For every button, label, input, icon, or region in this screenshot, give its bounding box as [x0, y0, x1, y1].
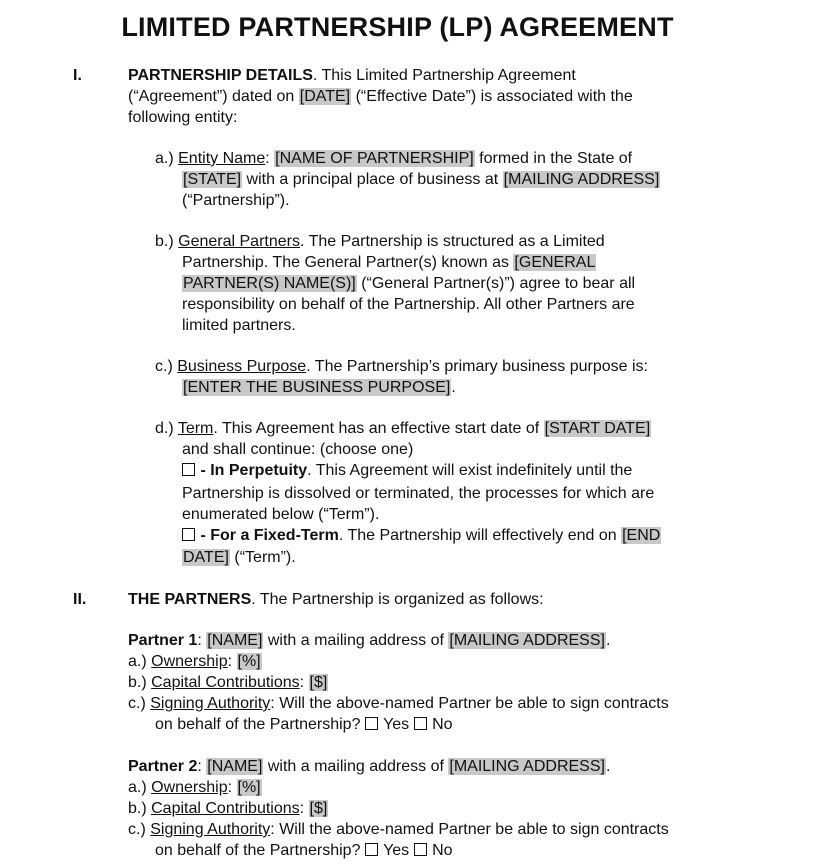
partner-2-signing-line-2: [155, 841, 453, 861]
text: .: [451, 379, 456, 396]
item-marker: c.): [128, 695, 151, 712]
text: with a principal place of business at: [242, 171, 503, 188]
text: on behalf of the Partnership?: [155, 716, 365, 733]
text: (“Agreement”) dated on: [128, 88, 299, 105]
text: : Will the above-named Partner be able to sign contracts: [270, 821, 669, 838]
ownership-label: Ownership: [151, 653, 228, 670]
text: with a mailing address of: [263, 758, 449, 775]
term-option-perpetuity-line-2: Partnership is dissolved or terminated, the processes for which are: [182, 485, 655, 502]
entity-name-label: Entity Name: [178, 150, 266, 167]
item-c-line-2: [182, 378, 456, 398]
partner-name-placeholder[interactable]: [NAME]: [207, 632, 263, 649]
text: .: [605, 758, 611, 775]
item-marker: c.): [128, 821, 151, 838]
partner-1-signing-line-2: [155, 715, 453, 735]
capital-contributions-label: Capital Contributions: [151, 674, 300, 691]
item-marker: b.): [128, 800, 152, 817]
ownership-placeholder[interactable]: [%]: [237, 653, 261, 670]
start-date-placeholder[interactable]: [START DATE]: [544, 420, 651, 437]
section-1-heading: PARTNERSHIP DETAILS: [128, 67, 313, 84]
partner-label: Partner 2: [128, 758, 198, 775]
partner-2-ownership: [128, 778, 262, 798]
text: :: [197, 632, 207, 649]
fixed-term-checkbox[interactable]: [182, 528, 195, 541]
text: . The Partnership will effectively end on: [338, 527, 622, 544]
item-d-line-2: and shall continue: (choose one): [182, 441, 414, 458]
item-marker: a.): [155, 150, 179, 167]
partner-1-header: [128, 631, 610, 651]
partnership-name-placeholder[interactable]: [NAME OF PARTNERSHIP]: [275, 150, 474, 167]
no-label: No: [427, 716, 453, 733]
text: :: [299, 800, 309, 817]
item-b-line-4: responsibility on behalf of the Partnership. All other Partners are: [182, 296, 635, 313]
text: :: [227, 779, 237, 796]
text: formed in the State of: [474, 150, 633, 167]
text: : Will the above-named Partner be able to sign contracts: [270, 695, 669, 712]
mailing-address-placeholder[interactable]: [MAILING ADDRESS]: [503, 171, 660, 188]
ownership-placeholder[interactable]: [%]: [237, 779, 261, 796]
fixed-term-label: - For a Fixed-Term: [196, 527, 339, 544]
text: . The Partnership’s primary business purpose is:: [306, 358, 648, 375]
yes-label: Yes: [378, 716, 414, 733]
partner-label: Partner 1: [128, 632, 198, 649]
partner-2-header: [128, 757, 610, 777]
capital-placeholder[interactable]: [$]: [309, 674, 328, 691]
text: :: [227, 653, 237, 670]
no-checkbox[interactable]: [414, 843, 427, 856]
text: on behalf of the Partnership?: [155, 842, 365, 859]
text: (“Effective Date”) is associated with the: [351, 88, 633, 105]
item-marker: b.): [128, 674, 152, 691]
no-checkbox[interactable]: [414, 717, 427, 730]
ownership-label: Ownership: [151, 779, 228, 796]
yes-checkbox[interactable]: [365, 717, 378, 730]
capital-placeholder[interactable]: [$]: [309, 800, 328, 817]
document-title: LIMITED PARTNERSHIP (LP) AGREEMENT: [121, 12, 674, 42]
text: :: [299, 674, 309, 691]
partner-address-placeholder[interactable]: [MAILING ADDRESS]: [449, 632, 605, 649]
business-purpose-label: Business Purpose: [177, 358, 307, 375]
partner-1-capital: [128, 673, 328, 693]
state-placeholder[interactable]: [STATE]: [183, 171, 242, 188]
item-a-line-2: [182, 170, 660, 190]
text: .: [605, 632, 611, 649]
section-1-intro-line-2: [128, 87, 633, 107]
text: . The Partnership is organized as follows:: [251, 591, 544, 608]
date-placeholder[interactable]: [DATE]: [299, 88, 351, 105]
partner-name-placeholder[interactable]: [NAME]: [207, 758, 263, 775]
term-label: Term: [177, 420, 214, 437]
text: . This Agreement has an effective start date of: [213, 420, 544, 437]
item-a-line-3: (“Partnership”).: [182, 192, 290, 209]
item-marker: b.): [155, 233, 179, 250]
term-option-perpetuity-line-3: enumerated below (“Term”).: [182, 506, 380, 523]
text: :: [265, 150, 275, 167]
section-2-number: II.: [73, 591, 87, 608]
item-marker: c.): [155, 358, 178, 375]
signing-authority-label: Signing Authority: [150, 695, 271, 712]
partner-1-ownership: [128, 652, 262, 672]
text: . The Partnership is structured as a Limited: [299, 233, 605, 250]
section-1-number: I.: [73, 67, 82, 84]
signing-authority-label: Signing Authority: [150, 821, 271, 838]
text: (“Term”).: [229, 549, 296, 566]
text: with a mailing address of: [263, 632, 449, 649]
general-partner-names-placeholder-cont[interactable]: PARTNER(S) NAME(S)]: [183, 275, 356, 292]
text: . This Agreement will exist indefinitely until the: [307, 462, 633, 479]
text: Partnership. The General Partner(s) known as: [182, 254, 514, 271]
yes-checkbox[interactable]: [365, 843, 378, 856]
partner-1-signing: [128, 694, 669, 714]
item-marker: a.): [128, 653, 152, 670]
item-d-line-1: [155, 419, 651, 439]
general-partner-names-placeholder[interactable]: [GENERAL: [514, 254, 596, 271]
item-marker: d.): [155, 420, 178, 437]
text: (“General Partner(s)”) agree to bear all: [356, 275, 636, 292]
no-label: No: [427, 842, 453, 859]
section-2-intro: [128, 590, 544, 610]
term-option-fixed-line-2: [182, 548, 296, 568]
text: :: [197, 758, 207, 775]
business-purpose-placeholder[interactable]: [ENTER THE BUSINESS PURPOSE]: [183, 379, 451, 396]
section-1-intro-line-1: [128, 66, 576, 86]
end-date-placeholder-cont[interactable]: DATE]: [183, 549, 229, 566]
partner-2-capital: [128, 799, 328, 819]
general-partners-label: General Partners: [178, 233, 300, 250]
item-c-line-1: [155, 357, 648, 377]
perpetuity-label: - In Perpetuity: [196, 462, 308, 479]
partner-address-placeholder[interactable]: [MAILING ADDRESS]: [449, 758, 605, 775]
item-b-line-2: [182, 253, 596, 273]
section-2-heading: THE PARTNERS: [128, 591, 252, 608]
yes-label: Yes: [378, 842, 414, 859]
capital-contributions-label: Capital Contributions: [151, 800, 300, 817]
item-b-line-1: [155, 232, 605, 252]
partner-2-signing: [128, 820, 669, 840]
end-date-placeholder[interactable]: [END: [622, 527, 661, 544]
item-b-line-5: limited partners.: [182, 317, 296, 334]
item-a-line-1: [155, 149, 632, 169]
term-option-perpetuity: [182, 461, 632, 481]
perpetuity-checkbox[interactable]: [182, 463, 195, 476]
item-marker: a.): [128, 779, 152, 796]
section-1-intro-text: . This Limited Partnership Agreement: [312, 67, 576, 84]
term-option-fixed: [182, 526, 661, 546]
item-b-line-3: [182, 274, 635, 294]
section-1-intro-line-3: following entity:: [128, 109, 238, 126]
